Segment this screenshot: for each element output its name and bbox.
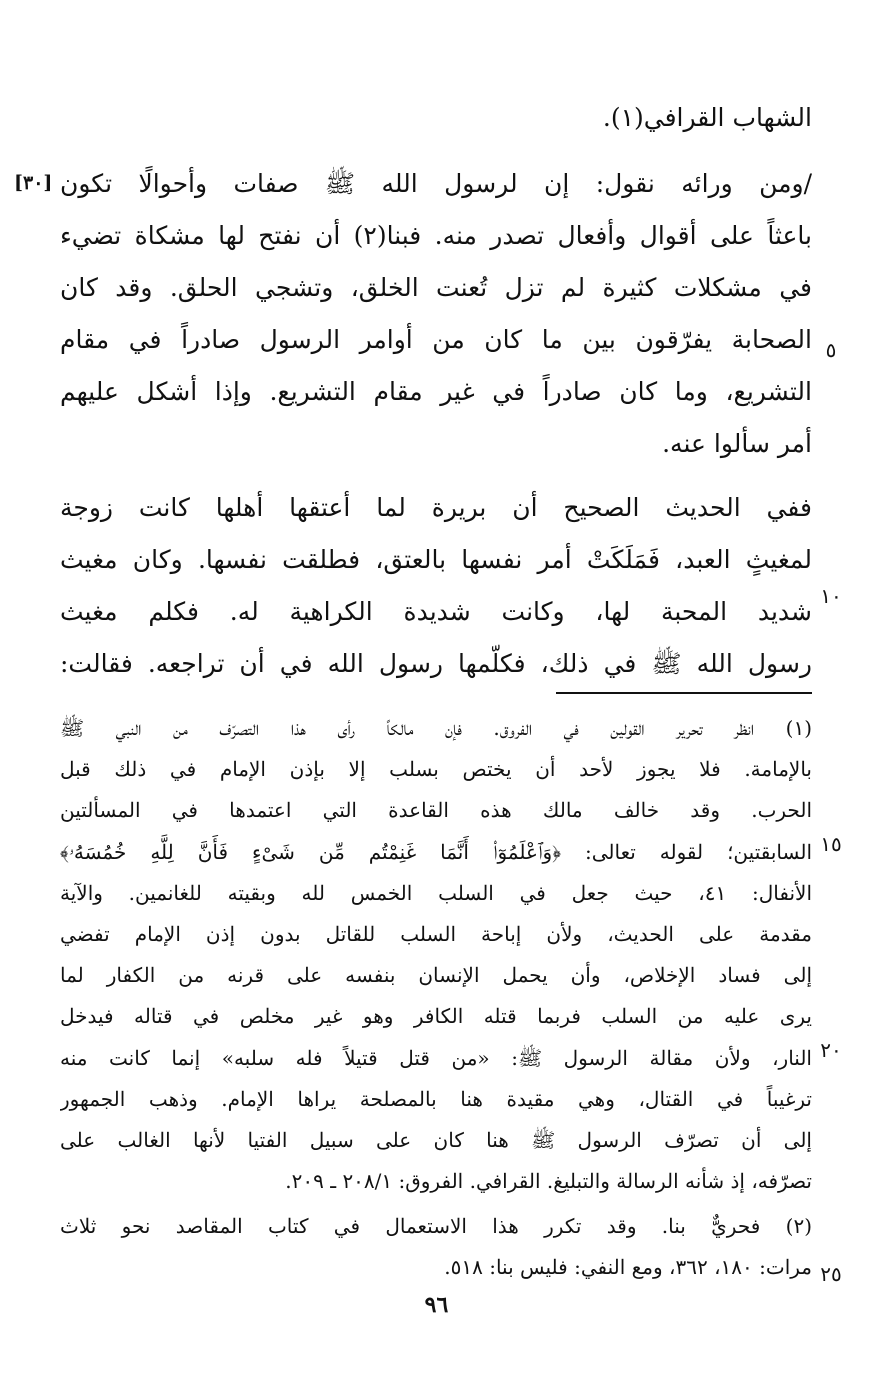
- line-number: ١٥: [820, 832, 842, 856]
- line-number: ١٠: [820, 584, 842, 608]
- line-number: ٥: [825, 338, 837, 362]
- footnote-line: السابقتين؛ لقوله تعالى: ﴿وَٱعْلَمُوٓا۟ أَنَّمَا غَنِمْتُم مِّن شَىْءٍ فَأَنَّ لِلَّهِ خُمُسَهُۥ﴾: [60, 839, 812, 864]
- text-line: ففي الحديث الصحيح أن بريرة لما أعتقها أهلها كانت زوجة: [60, 493, 812, 522]
- text-line: باعثاً على أقوال وأفعال تصدر منه. فبنا(٢) أن نفتح لها مشكاة تضيء: [60, 221, 812, 250]
- text-line: الصحابة يفرّقون بين ما كان من أوامر الرسول صادراً في مقام: [60, 325, 812, 354]
- footnote-line: (٢) فحريٌّ بنا. وقد تكرر هذا الاستعمال في كتاب المقاصد نحو ثلاث: [60, 1214, 812, 1239]
- footnotes: [60, 708, 812, 1289]
- footnote-line: مرات: ١٨٠، ٣٦٢، ومع النفي: فليس بنا: ٥١٨.: [444, 1255, 812, 1280]
- text-line: شديد المحبة لها، وكانت شديدة الكراهية له. فكلم مغيث: [60, 597, 812, 626]
- text-line: التشريع، وما كان صادراً في غير مقام التشريع. وإذا أشكل عليهم: [60, 377, 812, 406]
- footnote-line: الحرب. وقد خالف مالك هذه القاعدة التي اعتمدها في المسألتين: [60, 798, 812, 823]
- page-reference-marker: [٣٠]: [14, 172, 53, 194]
- footnote-separator: [556, 692, 812, 694]
- text-line: في مشكلات كثيرة لم تزل تُعنت الخلق، وتشجي الحلق. وقد كان: [60, 273, 812, 302]
- footnote-line: إلى فساد الإخلاص، وأن يحمل الإنسان بنفسه على قرنه من الكفار لما: [60, 963, 812, 988]
- footnote-line: تصرّفه، إذ شأنه الرسالة والتبليغ. القرافي. الفروق: ٢٠٨/١ ـ ٢٠٩.: [285, 1169, 812, 1194]
- footnote-line: يرى عليه من السلب فربما قتله الكافر وهو غير مخلص في قتاله فيدخل: [60, 1004, 812, 1029]
- footnote-line: (١) انظر تحرير القولين في الفروق. فإن مالكاً رأى هذا التصرّف من النبي ﷺ: [60, 716, 812, 740]
- footnote-line: الأنفال: ٤١، حيث جعل في السلب الخمس لله وبقيته للغانمين. والآية: [60, 880, 812, 905]
- line-number: ٢٠: [820, 1038, 842, 1062]
- page-number: ٩٦: [424, 1292, 449, 1318]
- line-number: ٢٥: [820, 1262, 842, 1286]
- text-line: أمر سألوا عنه.: [662, 429, 812, 458]
- main-text: [60, 92, 812, 690]
- footnote-line: بالإمامة. فلا يجوز لأحد أن يختص بسلب إلا بإذن الإمام في ذلك قبل: [60, 757, 812, 782]
- footnote-line: مقدمة على الحديث، ولأن إباحة السلب للقاتل بدون إذن الإمام تفضي: [60, 921, 812, 946]
- footnote-line: ترغيباً في القتال، وهي مقيدة هنا بالمصلحة يراها الإمام. وذهب الجمهور: [60, 1086, 812, 1111]
- text-line: لمغيثٍ العبد، فَمَلَكَتْ أمر نفسها بالعتق، فطلقت نفسها. وكان مغيث: [60, 545, 812, 574]
- text-line: /ومن ورائه نقول: إن لرسول الله ﷺ صفات وأحوالًا تكون: [60, 169, 812, 198]
- footnote-line: النار، ولأن مقالة الرسول ﷺ: «من قتل قتيلاً فله سلبه» إنما كانت منه: [60, 1045, 812, 1070]
- footnote-line: إلى أن تصرّف الرسول ﷺ هنا كان على سبيل الفتيا لأنها الغالب على: [60, 1127, 812, 1152]
- text-line: رسول الله ﷺ في ذلك، فكلّمها رسول الله في أن تراجعه. فقالت:: [60, 649, 812, 678]
- text-line: الشهاب القرافي(١).: [602, 103, 812, 132]
